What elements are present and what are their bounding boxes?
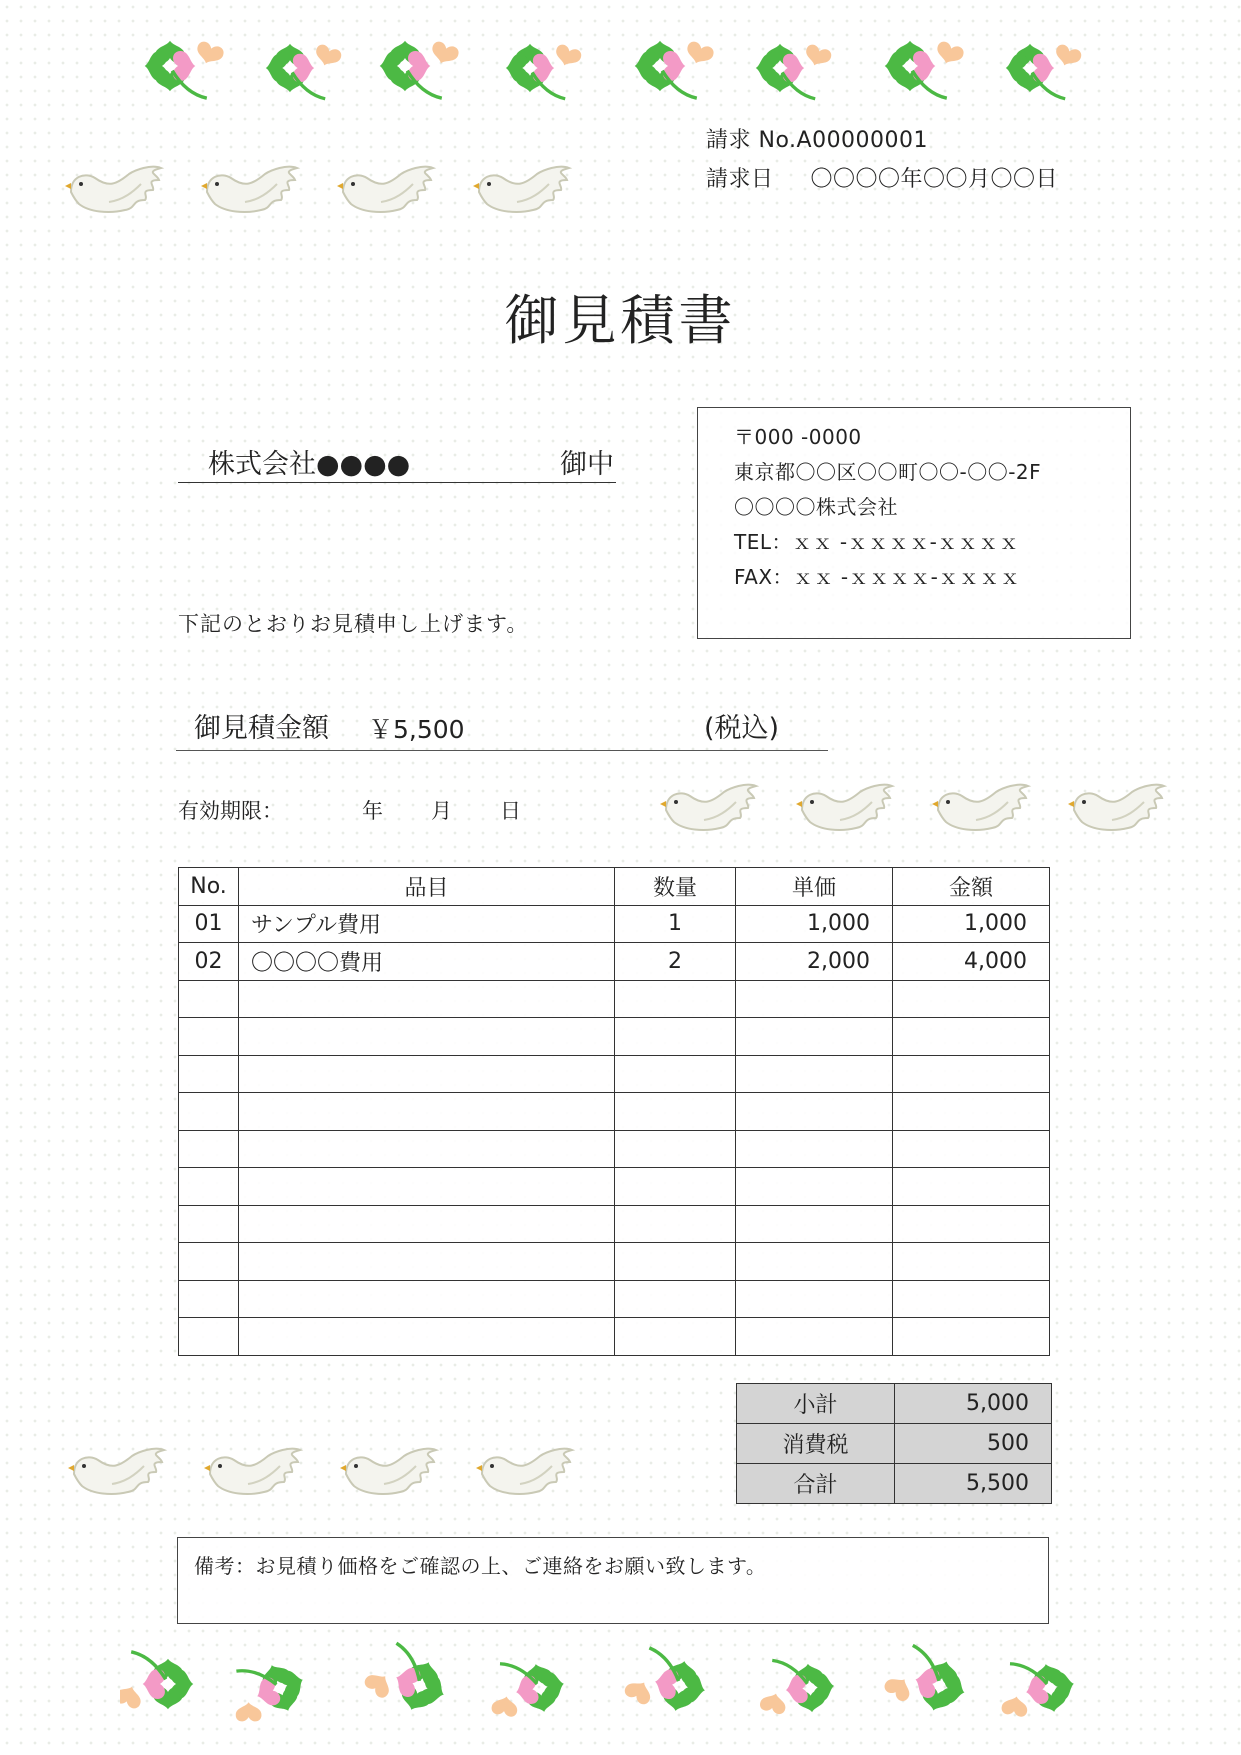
dove-row-middle xyxy=(660,776,1200,850)
notes-box xyxy=(177,1537,1049,1624)
header-unit-price: 単価 xyxy=(736,868,893,906)
cell-no xyxy=(179,1055,239,1093)
table-row xyxy=(179,1168,1050,1206)
cell-item xyxy=(239,1243,615,1281)
cell-amount xyxy=(893,1168,1050,1206)
clover-icon xyxy=(120,1638,1120,1738)
cell-qty xyxy=(615,1168,736,1206)
invoice-date xyxy=(706,162,1058,193)
issuer-fax: FAX：ｘｘ -ｘｘｘｘ-ｘｘｘｘ xyxy=(734,565,1021,589)
header-item: 品目 xyxy=(239,868,615,906)
validity-month: 月 xyxy=(431,799,452,823)
cell-no xyxy=(179,1093,239,1131)
tax-label: 消費税 xyxy=(737,1424,895,1464)
subtotal-value: 5,000 xyxy=(895,1384,1052,1424)
cell-amount xyxy=(893,1130,1050,1168)
dove-row-top xyxy=(65,158,605,232)
cell-qty xyxy=(615,1205,736,1243)
dove-icon xyxy=(65,158,605,228)
invoice-number: 請求 No.A00000001 xyxy=(706,128,929,153)
header-no: No. xyxy=(179,868,239,906)
cell-no xyxy=(179,1168,239,1206)
table-row xyxy=(179,1093,1050,1131)
items-table xyxy=(178,867,1050,1356)
invoice-date-value: 〇〇〇〇年〇〇月〇〇日 xyxy=(810,167,1059,192)
cell-qty xyxy=(615,1055,736,1093)
client-name: 株式会社●●●● xyxy=(208,449,411,480)
table-row xyxy=(179,1205,1050,1243)
cell-amount xyxy=(893,1055,1050,1093)
cell-qty xyxy=(615,1018,736,1056)
validity-label: 有効期限： xyxy=(178,799,283,823)
table-row xyxy=(179,905,1050,943)
cell-qty xyxy=(615,1130,736,1168)
cell-unit-price xyxy=(736,1093,893,1131)
cell-unit-price xyxy=(736,1018,893,1056)
total-row xyxy=(737,1464,1052,1504)
totals-table xyxy=(736,1383,1052,1504)
cell-item xyxy=(239,1318,615,1356)
cell-item xyxy=(239,1130,615,1168)
cell-qty: 2 xyxy=(615,943,736,981)
cell-unit-price xyxy=(736,1168,893,1206)
cell-no xyxy=(179,1205,239,1243)
estimate-label: 御見積金額 xyxy=(194,713,329,744)
cell-amount xyxy=(893,1280,1050,1318)
cell-qty xyxy=(615,1093,736,1131)
cell-unit-price xyxy=(736,1055,893,1093)
estimate-tax-note: (税込) xyxy=(704,713,780,744)
cell-unit-price xyxy=(736,1318,893,1356)
invoice-date-label: 請求日 xyxy=(706,167,774,192)
cell-amount: 4,000 xyxy=(893,943,1050,981)
total-label: 合計 xyxy=(737,1464,895,1504)
issuer-address: 東京都〇〇区〇〇町〇〇-〇〇-2F xyxy=(734,460,1042,484)
cell-item: 〇〇〇〇費用 xyxy=(239,943,615,981)
table-row xyxy=(179,1243,1050,1281)
cell-no xyxy=(179,1318,239,1356)
total-value: 5,500 xyxy=(895,1464,1052,1504)
cell-amount xyxy=(893,1018,1050,1056)
cell-qty xyxy=(615,1280,736,1318)
cell-unit-price xyxy=(736,1130,893,1168)
cell-unit-price: 1,000 xyxy=(736,905,893,943)
cell-no: 02 xyxy=(179,943,239,981)
cell-item xyxy=(239,1055,615,1093)
cell-amount: 1,000 xyxy=(893,905,1050,943)
cell-no xyxy=(179,1130,239,1168)
tax-value: 500 xyxy=(895,1424,1052,1464)
cell-item xyxy=(239,1280,615,1318)
cell-amount xyxy=(893,1243,1050,1281)
top-clover-border xyxy=(130,22,1110,116)
cell-qty: 1 xyxy=(615,905,736,943)
cell-item xyxy=(239,980,615,1018)
estimate-amount-line xyxy=(176,706,828,751)
cell-unit-price xyxy=(736,1280,893,1318)
table-row xyxy=(179,1280,1050,1318)
table-row xyxy=(179,1018,1050,1056)
cell-amount xyxy=(893,1205,1050,1243)
validity-day: 日 xyxy=(500,799,521,823)
subtotal-row xyxy=(737,1384,1052,1424)
cell-no xyxy=(179,980,239,1018)
issuer-tel: TEL：ｘｘ -ｘｘｘｘ-ｘｘｘｘ xyxy=(734,530,1020,554)
table-row xyxy=(179,943,1050,981)
cell-unit-price xyxy=(736,980,893,1018)
tax-row xyxy=(737,1424,1052,1464)
issuer-box xyxy=(697,407,1131,639)
header-amount: 金額 xyxy=(893,868,1050,906)
estimate-amount: ￥5,500 xyxy=(368,715,465,744)
dove-row-bottom xyxy=(68,1440,608,1514)
cell-amount xyxy=(893,980,1050,1018)
client-honorific: 御中 xyxy=(560,449,614,480)
cell-no xyxy=(179,1280,239,1318)
cell-item xyxy=(239,1168,615,1206)
dove-icon xyxy=(660,776,1200,846)
validity-year: 年 xyxy=(362,799,383,823)
dove-icon xyxy=(68,1440,608,1510)
table-row xyxy=(179,1318,1050,1356)
cell-unit-price: 2,000 xyxy=(736,943,893,981)
table-row xyxy=(179,1055,1050,1093)
cell-unit-price xyxy=(736,1205,893,1243)
cell-qty xyxy=(615,1318,736,1356)
table-header xyxy=(179,868,1050,906)
cell-no xyxy=(179,1243,239,1281)
cell-no xyxy=(179,1018,239,1056)
client-line xyxy=(178,440,616,483)
header-qty: 数量 xyxy=(615,868,736,906)
cell-item xyxy=(239,1205,615,1243)
issuer-postal: 〒000 -0000 xyxy=(734,425,862,449)
cell-unit-price xyxy=(736,1243,893,1281)
cell-item xyxy=(239,1093,615,1131)
notes-text: 備考：お見積り価格をご確認の上、ご連絡をお願い致します。 xyxy=(194,1554,767,1578)
cell-qty xyxy=(615,980,736,1018)
cell-item xyxy=(239,1018,615,1056)
cell-item: サンプル費用 xyxy=(239,905,615,943)
issuer-company: 〇〇〇〇株式会社 xyxy=(734,495,898,519)
cell-amount xyxy=(893,1093,1050,1131)
cell-qty xyxy=(615,1243,736,1281)
lead-text: 下記のとおりお見積申し上げます。 xyxy=(178,612,529,636)
subtotal-label: 小計 xyxy=(737,1384,895,1424)
cell-no: 01 xyxy=(179,905,239,943)
page-title: 御見積書 xyxy=(504,289,737,352)
table-row xyxy=(179,980,1050,1018)
clover-icon xyxy=(130,22,1110,112)
table-row xyxy=(179,1130,1050,1168)
cell-amount xyxy=(893,1318,1050,1356)
bottom-clover-border xyxy=(120,1638,1120,1742)
